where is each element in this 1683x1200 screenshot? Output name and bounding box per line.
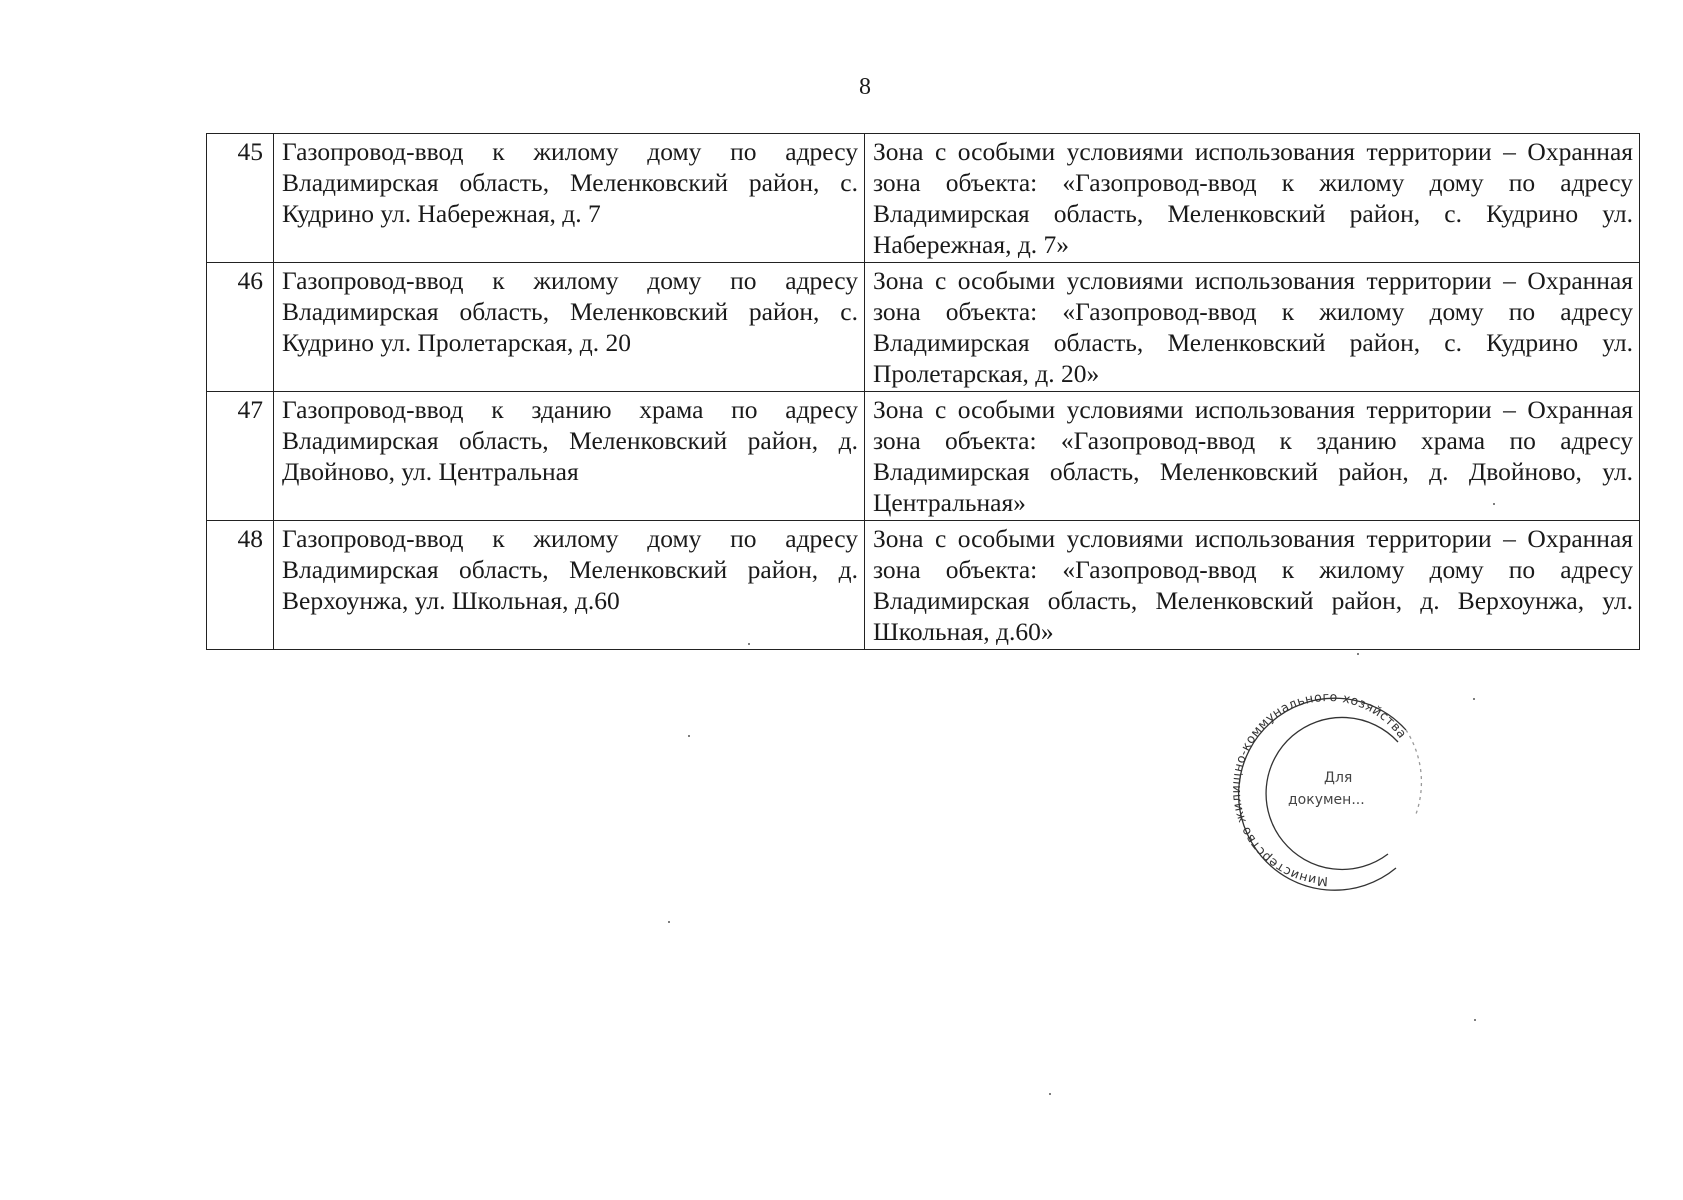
table-row [207,263,1640,392]
row-number: 45 [207,134,274,263]
scan-speck [748,643,750,645]
scan-speck [688,735,690,737]
scan-speck [1357,653,1359,655]
zones-table [206,133,1640,650]
scan-speck [1049,1093,1051,1095]
table-row [207,521,1640,650]
row-number: 47 [207,392,274,521]
official-stamp [1228,682,1428,902]
zone-description: Зона с особыми условиями использования территории – Охранная зона объекта: «Газопровод-ввод к жилому дому по адресу Владимирская область, Меленковский район, с. Кудрино ул. Набережная, д. 7» [865,134,1640,263]
object-description: Газопровод-ввод к жилому дому по адресу Владимирская область, Меленковский район, с. Кудрино ул. Пролетарская, д. 20 [274,263,865,392]
svg-text:Министерство жилищно-коммуналь [1228,689,1410,889]
table-row [207,392,1640,521]
object-description: Газопровод-ввод к жилому дому по адресу Владимирская область, Меленковский район, д. Верхоунжа, ул. Школьная, д.60 [274,521,865,650]
stamp-center-text-2: докумен... [1288,792,1365,808]
row-number: 48 [207,521,274,650]
scan-speck [1493,503,1495,505]
row-number: 46 [207,263,274,392]
zone-description: Зона с особыми условиями использования территории – Охранная зона объекта: «Газопровод-ввод к зданию храма по адресу Владимирская область, Меленковский район, д. Двойново, ул. Центральная» [865,392,1640,521]
zone-description: Зона с особыми условиями использования территории – Охранная зона объекта: «Газопровод-ввод к жилому дому по адресу Владимирская область, Меленковский район, с. Кудрино ул. Пролетарская, д. 20» [865,263,1640,392]
page-number: 8 [859,74,871,100]
stamp-ring-text: Министерство жилищно-коммунального хозяйства [1228,688,1411,890]
table-row [207,134,1640,263]
scan-speck [668,921,670,923]
stamp-outer-ring-faint [1406,730,1421,814]
object-description: Газопровод-ввод к зданию храма по адресу Владимирская область, Меленковский район, д. Двойново, ул. Центральная [274,392,865,521]
scan-speck [1473,698,1475,700]
scan-speck [1474,1019,1476,1021]
stamp-center-text-1: Для [1324,770,1353,786]
object-description: Газопровод-ввод к жилому дому по адресу Владимирская область, Меленковский район, с. Кудрино ул. Набережная, д. 7 [274,134,865,263]
zone-description: Зона с особыми условиями использования территории – Охранная зона объекта: «Газопровод-ввод к жилому дому по адресу Владимирская область, Меленковский район, д. Верхоунжа, ул. Школьная, д.60» [865,521,1640,650]
